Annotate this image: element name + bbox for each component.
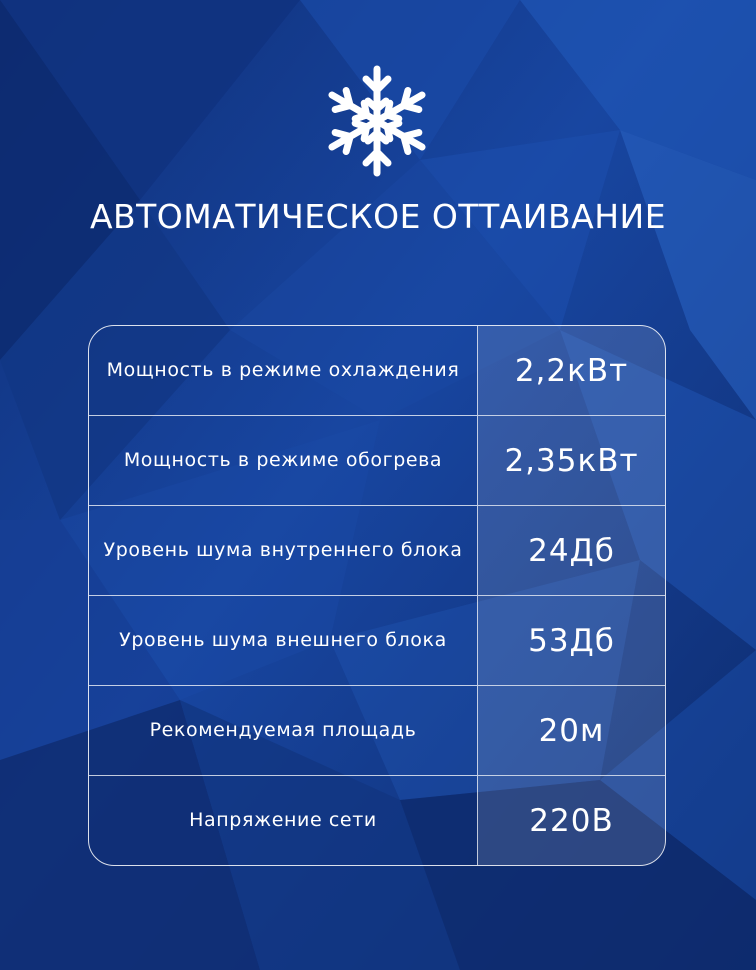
specs-table [88, 325, 666, 866]
table-row [89, 326, 665, 416]
table-row [89, 416, 665, 506]
snowflake-icon [322, 62, 432, 180]
spec-label: Уровень шума внутреннего блока [89, 506, 478, 595]
table-row [89, 506, 665, 596]
spec-label: Рекомендуемая площадь [89, 686, 478, 775]
spec-label: Мощность в режиме охлаждения [89, 326, 478, 415]
table-row [89, 776, 665, 865]
page-title: АВТОМАТИЧЕСКОЕ ОТТАИВАНИЕ [89, 197, 667, 236]
spec-value: 220В [478, 776, 665, 865]
table-row [89, 596, 665, 686]
table-row [89, 686, 665, 776]
spec-value: 53Дб [478, 596, 665, 685]
spec-label: Мощность в режиме обогрева [89, 416, 478, 505]
spec-value: 24Дб [478, 506, 665, 595]
spec-value: 20м [478, 686, 665, 775]
spec-label: Напряжение сети [89, 776, 478, 865]
spec-value: 2,35кВт [478, 416, 665, 505]
spec-value: 2,2кВт [478, 326, 665, 415]
spec-label: Уровень шума внешнего блока [89, 596, 478, 685]
